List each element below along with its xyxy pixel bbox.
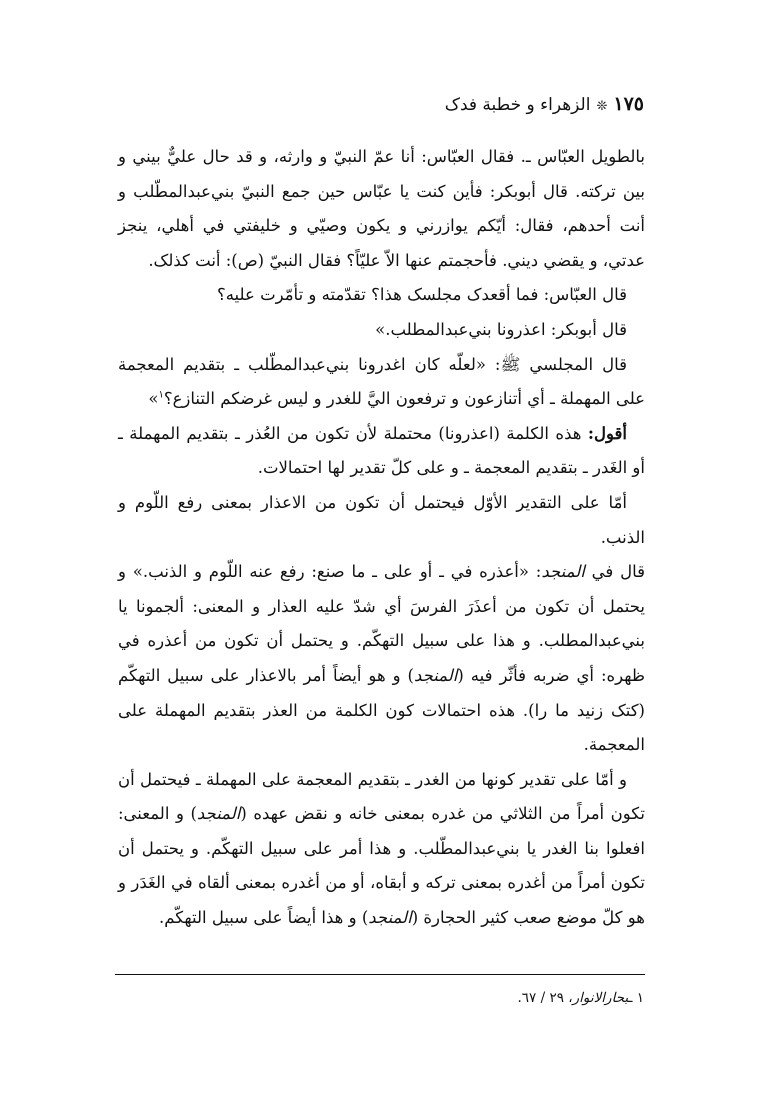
source-munjid: المنجد [368,908,412,928]
p8-part-b: ) و المعنى: افعلوا بنا الغدر يا بني‌عبدالمطّلب. و هذا أمر على سبيل التهكّم. و يحتمل أن تكون أمراً من أغدره بمعنى تركه و أبقاه، أو من أغدره بمعنى ألقاه في الغَدَر و هو كلّ موضع صعب كثير الحجارة ( [118,804,645,928]
paragraph-8 [118,763,645,936]
footnote-ref: ١ [158,389,164,401]
paragraph-3: قال أبوبكر: اعذرونا بني‌عبدالمطلب.» [375,319,627,339]
footnote-divider [115,974,645,975]
running-title: الزهراء و خطبة فدک [444,95,591,115]
paragraph-5 [118,417,645,486]
paragraph-2: قال العبّاس: فما أقعدک مجلسک هذا؟ تقدّمته و تأمّرت عليه؟ [216,285,627,305]
p7-part-c: ) و هو أيضاً أمر بالاعذار على سبيل التهكّم (كتک زنيد ما را). هذه احتمالات كون الكلمة من العذر بتقديم المهملة على المعجمة. [118,665,645,755]
footnote-marker: ١ ـ [628,990,644,1006]
running-header [44,92,644,119]
majlisi-quote: قال المجلسي ﷺ: «لعلّه كان اغدرونا بني‌عبدالمطّلب ـ بتقديم المعجمة على المهملة ـ أي أتنازعون و ترفعون اليَّ للغدر و ليس غرضكم التنازع؟ [118,354,645,409]
body-text [118,140,645,936]
p8-part-a: و أمّا على تقدير كونها من الغدر ـ بتقديم المعجمة على المهملة ـ فيحتمل أن تكون أمراً من الثلاثي من غدره بمعنى خانه و نقض عهده ( [118,769,646,824]
quote-close: » [148,389,159,409]
footnote-ref-text: ، [563,990,573,1006]
paragraph-1: بالطويل العبّاس ـ. فقال العبّاس: أنا عمّ النبيّ و وارثه، و قد حال عليٌّ بيني و بين تركته. قال أبوبكر: فأين كنت يا عبّاس حين جمع النبيّ بني‌عبدالمطّلب و أنت أحدهم، فقال: أيّكم يوازرني و يكون وصيّي و خليفتي في أهلي، ينجز عدتي، و يقضي ديني. فأحجمتم عنها الاّ عليّاً؟ فقال النبيّ (ص): أنت كذلک. [118,147,645,270]
p8-part-c: ) و هذا أيضاً على سبيل التهكّم. [159,908,369,928]
p7-part-b: : «أعذره في ـ أو على ـ ما صنع: رفع عنه اللّوم و الذنب.» و يحتمل أن تكون من أعذَرَ الفرسَ أي شدّ عليه العذار و المعنى: ألجمونا يا بني‌عبدالمطلب. و هذا على سبيل التهكّم. و يحتمل أن تكون من أعذره في ظهره: أي ضربه فأثّر فيه ( [118,562,645,685]
paragraph-6: أمّا على التقدير الأوّل فيحتمل أن تكون من الاعذار بمعنى رفع اللّوم و الذنب. [118,492,645,547]
page-number: ١٧٥ [613,93,644,115]
paragraph-7 [118,555,645,763]
aqulu-label: أقول: [587,423,627,443]
header-ornament: ❊ [596,99,608,114]
footnote-source: بحارالانوار [572,990,629,1006]
source-munjid: المنجد [413,665,458,685]
footnote-volume-page: ٢٩ / ٦٧. [517,990,564,1006]
p7-part-a: قال في [591,562,645,582]
source-munjid: المنجد [541,562,585,582]
paragraph-4 [118,348,645,417]
source-munjid: المنجد [196,804,241,824]
footnote [117,987,644,1009]
paragraph-5-text: هذه الكلمة (اعذرونا) محتملة لأن تكون من العُذر ـ بتقديم المهملة ـ أو الغَدر ـ بتقديم المعجمة ـ و على كلّ تقدير لها احتمالات. [118,423,645,478]
